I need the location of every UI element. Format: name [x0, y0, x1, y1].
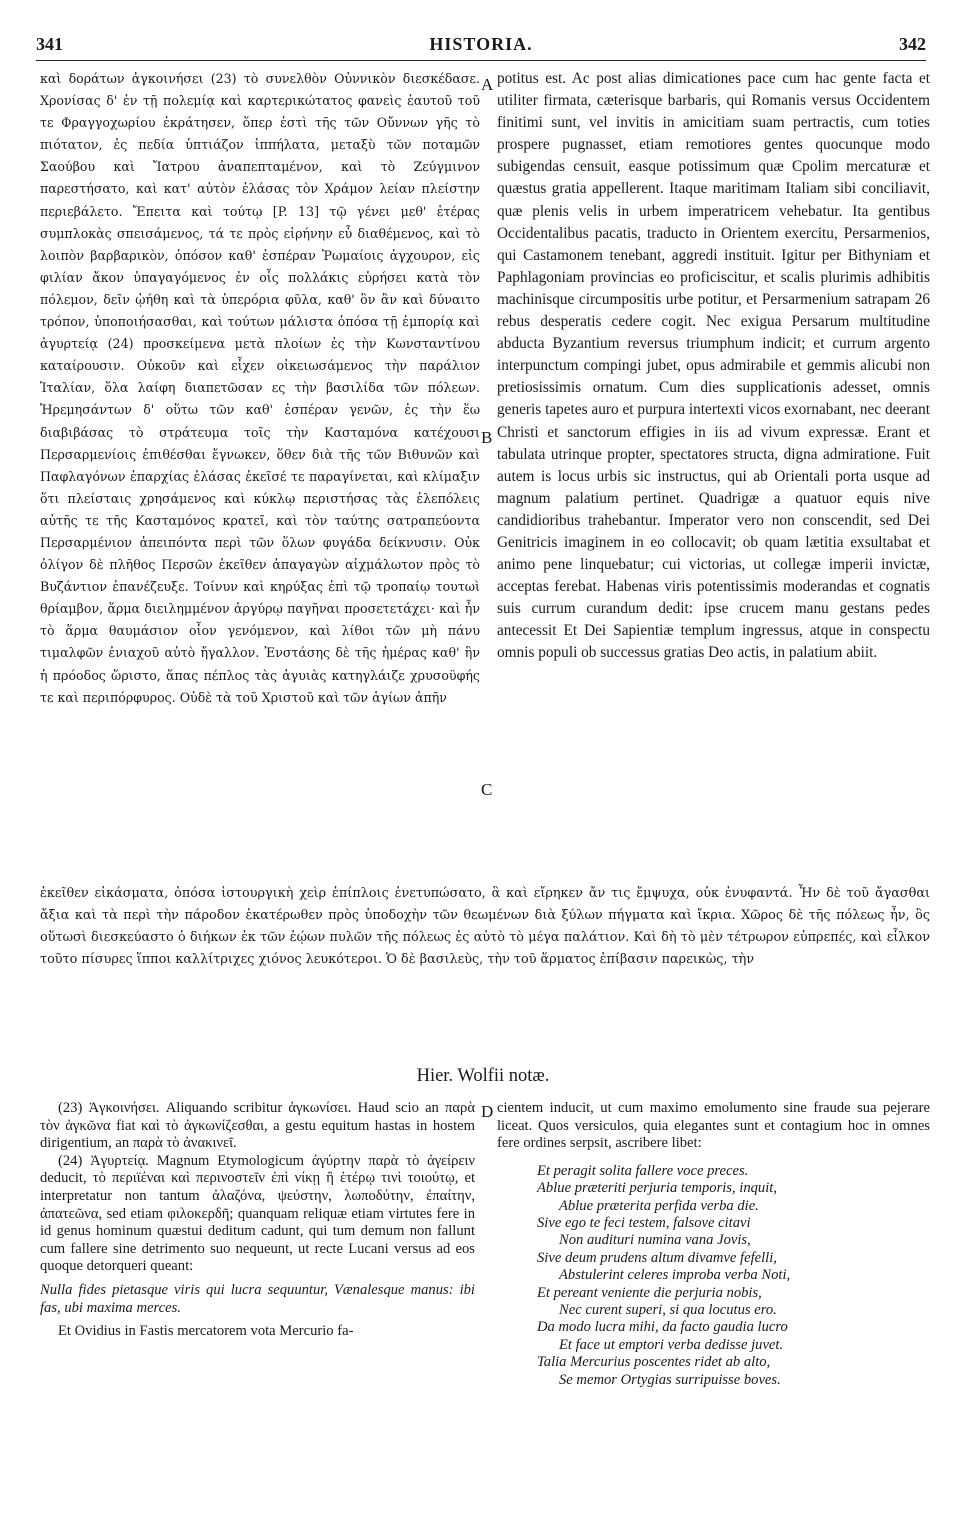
running-title: HISTORIA.: [429, 34, 533, 54]
verse-line: Sive deum prudens altum divamve fefelli,: [537, 1249, 777, 1266]
note-23: (23) Ἀγκοινήσει. Aliquando scribitur ἀγκωνίσει. Haud scio an παρὰ τὸν ἀγκῶνα fiat καὶ τὸ ἀγκωνίζεσθαι, a gestu equitum hastas in hostem dirigentium, an παρὰ τὸ ἀνακινεῖ.: [40, 1100, 475, 1152]
verse-line: Et pereant veniente die perjuria nobis,: [537, 1284, 762, 1301]
margin-letter-b: B: [481, 428, 493, 447]
verse-line: Ablue præteriti perjuria temporis, inquit,: [537, 1180, 777, 1197]
greek-text-column: καὶ δοράτων ἀγκοινήσει (23) τὸ συνελθὸν Οὐννικὸν διεσκέδασε. Χρονίσας δ' ἐν τῇ πολεμίᾳ καὶ καρτερικώτατος φανεὶς ἑαυτοῦ τοῦ τε Φραγγοχωρίου ἐκράτησεν, ὅπερ ἐστὶ τῆς τῶν Οὔννων γῆς τὸ πιότατον, ἐς πεδία ὑπτιάζον ἱππήλατα, μεταξὺ τῶν ποταμῶν Σαούβου καὶ Ἴατρου ἀναπεπταμένον, καὶ τὸ Ζεύγμινον παρεστήσατο, καὶ κατ' αὐτὸν ἐλάσας τὸν Χράμον λείαν πλείστην περιεβάλετο. Ἔπειτα καὶ τούτῳ [P. 13] τῷ γένει μεθ' ἑτέρας συμπλοκὰς σπεισάμενος, τά τε πρὸς εἰρήνην εὖ διαθέμενος, καὶ τὸ λοιπὸν βαρβαρικὸν, ὁπόσον καθ' ἑσπέραν Ῥωμαίοις ἀγχουρον, εἰς φιλίαν ἄκον ὑπαγαγόμενος ἐν οἷς πολλάκις εὑρήσει κατὰ τὸν πόλεμον, δεῖν ᾠήθη καὶ τὰ ὑπερόρια φῦλα, καθ' ὃν ἂν καὶ δύναιτο τρόπον, ὑποποιήσασθαι, καὶ τούτων μάλιστα ὁπόσα τῇ ἐμπορίᾳ καὶ ἀγυρτείᾳ (24) προσκείμενα μετὰ πλοίων ἐς τὴν Κωνσταντίνου καταίρουσιν. Οὐκοῦν καὶ εἶχεν οἰκειωσάμενος τὴν παράλιον Ἰταλίαν, ὅλα λαίφη διαπετῶσαν ες τὴν βασιλίδα τῶν πόλεων. Ἠρεμησάντων δ' οὕτω τῶν καθ' ἑσπέραν γενῶν, ἐς τὴν ἕω διαβιβάσας τὸ στράτευμα τοῖς τὴν Κασταμόνα κατέχουσι Περσαρμενίοις ἐπιθέσθαι ἔγνωκεν, ὅθεν διὰ τῆς τῶν Βιθυνῶν καὶ Παφλαγόνων ἐπαρχίας ἐλάσας ἐκεῖσέ τε παραγίνεται, καὶ κλίμαξιν ὅτι πλείσταις χρησάμενος καὶ κύκλῳ περιστήσας τὰς ἑλεπόλεις αὐτῆς τε τῆς Κασταμόνος κρατεῖ, καὶ τὸν ταύτης σατραπεύοντα Περσαρμένιον ἀπειπόντα περὶ τῶν ὅλων φυγάδα δείκνυσιν. Οὐκ ὀλίγον δὲ πλῆθος Περσῶν ἐκεῖθεν ἀπαγαγὼν αἰχμάλωτον πρὸς τὸ Βυζάντιον ἐπανέζευξε. Τοίνυν καὶ κηρύξας ἐπὶ τῷ τροπαίῳ τουτωὶ θρίαμβον, ἅρμα διειλημμένον ἀργύρῳ παγῆναι προσετετάχει· καὶ ἦν τὸ ἅρμα θαυμάσιον οἷον γενόμενον, καὶ λίθοι τῶν μὴ πάνυ τιμαλφῶν ἐνιαχοῦ αὐτὸ ἤγαλλον. Ἐνστάσης δὲ τῆς ἡμέρας καθ' ἣν ἡ πρόοδος ὥριστο, ἅπας πέπλος τὰς ἀγυιὰς κατηγλάιζε χρυσοϋφής τε καὶ περιπόρφυρος. Οὐδὲ τὰ τοῦ Χριστοῦ καὶ τῶν ἁγίων ἀπῆν: [40, 71, 480, 705]
verse-line: Nec curent superi, si qua locutus ero.: [559, 1302, 777, 1319]
verse-line: Talia Mercurius poscentes ridet ab alto,: [537, 1354, 771, 1371]
note-24: (24) Ἀγυρτείᾳ. Magnum Etymologicum ἀγύρτην παρὰ τὸ ἀγείρειν deducit, τὸ περιϊέναι καὶ περινοστεῖν ἐπὶ νίκῃ ἢ ἑτέρῳ τινὶ τοιούτῳ, et interpretatur non tantum ἀλαζόνα, ψεύστην, λωποδύτην, ἐπαίτην, ἀπατεῶνα, sed etiam φιλοκερδῆ; quanquam reliquæ etiam virtutes fere in id genus hominum quæstui deditum cadunt, qui tum demum non fallunt cum fallere sine detrimento suo nequeunt, ut recte Lucani versus ad eos quoque detorqueri queant:: [40, 1152, 475, 1275]
margin-letter-a: A: [481, 75, 494, 94]
latin-text-column: potitus est. Ac post alias dimicationes pace cum hac gente facta et utiliter firmata, cæterisque barbaris, qui Romanis versus Occidentem finitimi sunt, vel invitis in amicitiam suam pertractis, cum toties prospere pugnasset, etiam remotiores gentes quocunque modo subigendas censuit, easque potissimum quæ Cpolim mercaturæ et quæstus gratia appellerent. Itaque maritimam Italiam sibi conciliavit, quæ plenis velis in urbem imperatricem vehebatur. Ita gentibus Occidentalibus pacatis, traducto in Orientem exercitu, Persarmenios, qui Castamonem tenebant, aggredi instituit. Igitur per Bithyniam et Paphlagoniam provincias eo proficiscitur, et scalis plurimis adhibitis machinisque circumpositis urbe potitur, et Persarmenium satrapam 26 rebus desperatis cedere cogit. Nec exigua Persarum multitudine abducta Byzantium reversus triumphum indicit; et currum argento interpunctum compingi jubet, opus admirabile et gemmis alicubi non pretiosissimis ornatum. Cum dies supplicationis adesset, omnis generis tapetes auro et purpura intertexti vicos exornabant, nec deerant Christi et sanctorum effigies in iis ad vivum expressæ. Erant et tabulata utrinque propter, spectatores structa, digna admiratione. Fuit autem is locus urbis sic instructus, qui ab Orientali porta usque ad magnum palatium pertinet. Quadrigæ a quatuor equis nive candidioribus trahebantur. Imperator vero non conscendit, sed Dei Genitricis imaginem in eo collocavit; ob quam lætitia exsultabat et animo pene linquebatur; cui victorias, ut collegæ imperii invictæ, acceptas ferebat. Habenas viris potentissimis moderandas et cognatis suis currum curandum dedit: ipse crucem manu gestans pedes antecessit Et Dei Sapientiæ templum ingressus, atque in conspectu omnis populi ob successus gratias Deo actis, in palatium abiit.: [497, 70, 930, 662]
verse-line: Sive ego te feci testem, falsove citavi: [537, 1215, 751, 1231]
ovid-intro: Et Ovidius in Fastis mercatorem vota Mercurio fa-: [58, 1323, 354, 1340]
verse-line: Et face ut emptori verba dedisse juvet.: [559, 1336, 784, 1353]
verse-line: Se memor Ortygias surripuisse boves.: [559, 1371, 781, 1388]
lucan-quote: Nulla fides pietasque viris qui lucra sequuntur, Vænalesque manus: ibi fas, ubi maxima merces.: [40, 1281, 475, 1316]
verse-line: Abstulerint celeres improba verba Noti,: [559, 1267, 791, 1284]
greek-full-width-text: ἐκεῖθεν εἰκάσματα, ὁπόσα ἱστουργικὴ χεὶρ ἐπίπλοις ἐνετυπώσατο, ἃ καὶ εἴρηκεν ἄν τις ἔμψυχα, οὐκ ἐνυφαντά. Ἦν δὲ τοῦ ἄγασθαι ἄξια καὶ τὰ περὶ τὴν πάροδον ἑκατέρωθεν πρὸς ὑποδοχὴν τῶν θεωμένων διὰ ξύλων πήγματα καὶ ἴκρια. Χῶρος δὲ τῆς πόλεως ἦν, ὃς οὕτωσὶ διεσκεύαστο ὁ διήκων ἐκ τῶν ἑῴων πυλῶν τῆς πόλεως ἐς αὐτὸ τὸ μέγα παλάτιον. Καὶ δὴ τὸ μὲν τέτρωρον εὐπρεπές, καὶ εἷλκον τοῦτο πίσυρες ἵπποι καλλίτριχες χιόνος λευκότεροι. Ὁ δὲ βασιλεὺς, τὴν τοῦ ἅρματος ἐπίβασιν παρεικὼς, τὴν: [40, 886, 930, 968]
verse-line: Ablue præterita perfida verba die.: [559, 1197, 759, 1214]
margin-letter-c: C: [481, 780, 493, 799]
page-number-left: 341: [36, 34, 63, 54]
verse-line: Da modo lucra mihi, da facto gaudia lucro: [537, 1319, 788, 1336]
header-rule: [36, 60, 926, 61]
notes-right-column: [497, 1100, 930, 1389]
verse-line: Non audituri numina vana Jovis,: [559, 1232, 751, 1249]
page-number-right: 342: [899, 34, 926, 54]
ovid-verses: [497, 1163, 930, 1389]
notes-heading: Hier. Wolfii notæ.: [416, 1066, 550, 1086]
note-continuation: cientem inducit, ut cum maximo emolumento sine fraude sua pejerare liceat. Quos versiculos, quia elegantes sunt et contagium hoc in omnes fere ordines serpsit, ascribere libet:: [497, 1100, 930, 1152]
margin-letter-d: D: [481, 1102, 494, 1121]
verse-line: Et peragit solita fallere voce preces.: [537, 1162, 749, 1179]
notes-left-column: [40, 1100, 475, 1341]
